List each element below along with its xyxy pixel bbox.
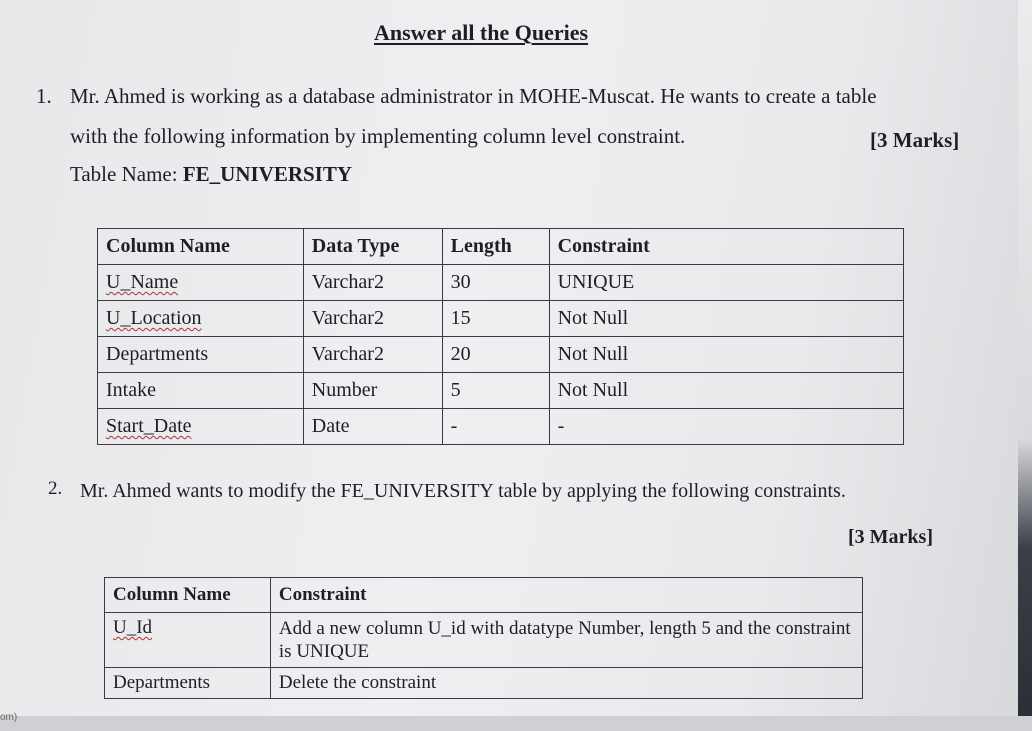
question-2-number: 2. xyxy=(48,478,63,499)
table-header-row xyxy=(105,578,863,613)
question-1-line-1: Mr. Ahmed is working as a database administrator in MOHE-Muscat. He wants to create a table xyxy=(70,84,877,108)
page-title: Answer all the Queries xyxy=(374,20,589,45)
cell-length: 5 xyxy=(442,373,549,409)
question-2-marks: [3 Marks] xyxy=(848,526,933,548)
header-constraint: Constraint xyxy=(549,229,903,265)
cell-column-name: Departments xyxy=(105,668,271,699)
cell-constraint: - xyxy=(549,409,903,445)
cell-length: - xyxy=(442,409,549,445)
header-constraint: Constraint xyxy=(270,578,862,613)
cell-column-name: Start_Date xyxy=(98,409,304,445)
table-row xyxy=(98,301,904,337)
question-1-line-2: with the following information by implementing column level constraint. xyxy=(70,124,686,148)
table-row xyxy=(105,668,863,699)
fe-university-table xyxy=(97,228,904,445)
cell-column-name: Departments xyxy=(98,337,304,373)
cell-constraint: Add a new column U_id with datatype Number, length 5 and the constraint is UNIQUE xyxy=(270,613,862,668)
table-row xyxy=(105,613,863,668)
table-name-line xyxy=(70,162,352,187)
cell-column-name: U_Id xyxy=(105,613,271,668)
cell-data-type: Varchar2 xyxy=(303,301,442,337)
table-row xyxy=(98,337,904,373)
table-row xyxy=(98,373,904,409)
cell-constraint: Delete the constraint xyxy=(270,668,862,699)
table-row xyxy=(98,265,904,301)
cell-length: 30 xyxy=(442,265,549,301)
cell-data-type: Number xyxy=(303,373,442,409)
screen-edge xyxy=(1018,0,1032,731)
cell-column-name: Intake xyxy=(98,373,304,409)
modify-constraints-table xyxy=(104,577,863,699)
cell-column-name: U_Location xyxy=(98,301,304,337)
table-name-label: Table Name: xyxy=(70,162,178,186)
question-2-text: Mr. Ahmed wants to modify the FE_UNIVERSITY table by applying the following constraints. xyxy=(80,480,846,502)
cell-length: 15 xyxy=(442,301,549,337)
cell-length: 20 xyxy=(442,337,549,373)
cell-constraint: Not Null xyxy=(549,337,903,373)
cell-constraint: Not Null xyxy=(549,373,903,409)
question-1-marks: [3 Marks] xyxy=(870,128,960,152)
bottom-stub-text: om) xyxy=(0,712,18,723)
cell-column-name: U_Name xyxy=(98,265,304,301)
cell-data-type: Varchar2 xyxy=(303,337,442,373)
header-data-type: Data Type xyxy=(303,229,442,265)
cell-constraint: UNIQUE xyxy=(549,265,903,301)
table-row xyxy=(98,409,904,445)
cell-constraint: Not Null xyxy=(549,301,903,337)
cell-data-type: Varchar2 xyxy=(303,265,442,301)
table-name-value: FE_UNIVERSITY xyxy=(182,162,353,186)
bottom-strip xyxy=(0,716,1032,731)
cell-data-type: Date xyxy=(303,409,442,445)
question-1-number: 1. xyxy=(36,84,52,108)
header-length: Length xyxy=(442,229,549,265)
header-column-name: Column Name xyxy=(98,229,304,265)
header-column-name: Column Name xyxy=(105,578,271,613)
table-header-row xyxy=(98,229,904,265)
